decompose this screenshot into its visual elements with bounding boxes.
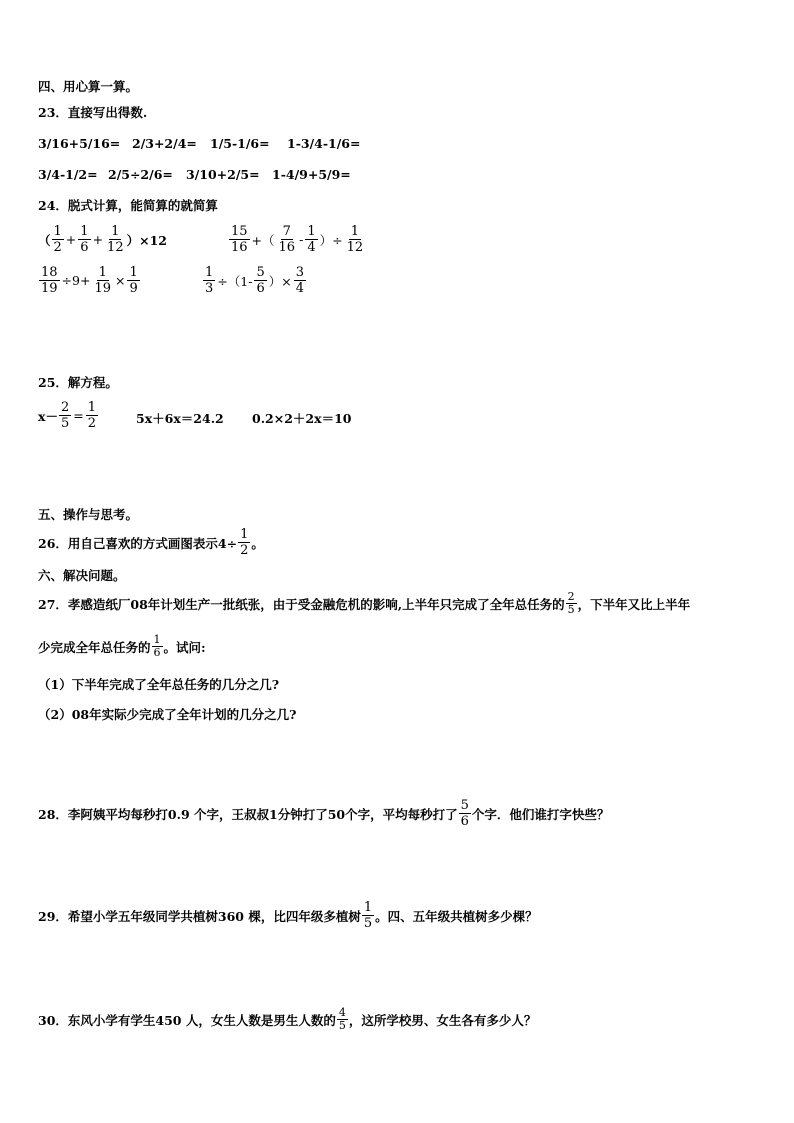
q29-line bbox=[38, 900, 538, 931]
equation-lhs: x－ bbox=[38, 408, 58, 424]
q24-expression-2 bbox=[228, 224, 366, 255]
q23-item-7: 3/10+2/5= bbox=[186, 167, 260, 182]
q23-item-2: 2/3+2/4= bbox=[132, 136, 197, 151]
fraction: $\frac{1}{12}$ bbox=[346, 224, 364, 255]
q30-text: 30．东风小学有学生450 人，女生人数是男生人数的 bbox=[38, 1012, 336, 1028]
q27-text-2-end: 。试问: bbox=[163, 639, 206, 655]
q23-prompt: 23．直接写出得数. bbox=[38, 105, 148, 120]
q29-text: 29．希望小学五年级同学共植树360 棵，比四年级多植树 bbox=[38, 908, 361, 924]
close-paren-times: ）×12 bbox=[126, 232, 167, 248]
q24-prompt: 24．脱式计算，能简算的就简算 bbox=[38, 198, 218, 213]
q25-prompt: 25．解方程。 bbox=[38, 375, 118, 390]
fraction: $\frac{1}{19}$ bbox=[94, 265, 111, 296]
divide-plus: ÷9+ bbox=[61, 273, 91, 288]
q25-equation-2: 5x＋6x＝24.2 bbox=[136, 411, 224, 426]
q23-item-1: 3/16+5/16= bbox=[38, 136, 121, 151]
fraction: $\frac{1}{9}$ bbox=[129, 265, 138, 296]
q28-line bbox=[38, 798, 609, 829]
open-paren: （ bbox=[38, 232, 51, 248]
divide-paren: ÷（1- bbox=[217, 273, 253, 289]
plus-sign: + bbox=[92, 232, 104, 247]
section-6-title: 六、解决问题。 bbox=[38, 568, 126, 583]
q23-item-3: 1/5-1/6= bbox=[210, 136, 270, 151]
fraction: $\frac{7}{16}$ bbox=[278, 224, 296, 255]
q26-end: 。 bbox=[251, 535, 264, 551]
q27-text: 27．孝感造纸厂08年计划生产一批纸张，由于受金融危机的影响,上半年只完成了全年总任务的 bbox=[38, 596, 565, 612]
q26-text: 26．用自己喜欢的方式画图表示4÷ bbox=[38, 535, 238, 551]
q24-expression-1 bbox=[38, 224, 167, 255]
equals-sign: = bbox=[73, 408, 84, 423]
q30-line bbox=[38, 1007, 536, 1032]
fraction: $\frac{1}{2}$ bbox=[53, 224, 62, 255]
fraction: $\frac{1}{6}$ bbox=[153, 633, 161, 659]
fraction: $\frac{1}{4}$ bbox=[307, 224, 316, 255]
q29-end: 。四、五年级共植树多少棵？ bbox=[375, 908, 538, 924]
fraction: $\frac{1}{2}$ bbox=[87, 400, 96, 431]
fraction: $\frac{3}{4}$ bbox=[295, 265, 304, 296]
fraction: $\frac{4}{5}$ bbox=[338, 1006, 346, 1032]
fraction: $\frac{5}{6}$ bbox=[256, 265, 265, 296]
q23-item-4: 1-3/4-1/6= bbox=[287, 136, 361, 151]
q24-expression-4 bbox=[202, 265, 307, 296]
fraction: $\frac{15}{16}$ bbox=[231, 224, 248, 255]
plus-paren: +（ bbox=[251, 232, 275, 248]
fraction: $\frac{1}{5}$ bbox=[363, 900, 373, 931]
q23-item-6: 2/5÷2/6= bbox=[108, 167, 173, 182]
fraction: $\frac{1}{3}$ bbox=[205, 265, 214, 296]
q27-text-2: 少完成全年总任务的 bbox=[38, 639, 151, 655]
q30-end: ，这所学校男、女生各有多少人？ bbox=[348, 1012, 537, 1028]
section-4-title: 四、用心算一算。 bbox=[38, 79, 139, 94]
q27-subquestion-2: （2）08年实际少完成了全年计划的几分之几? bbox=[38, 707, 297, 722]
fraction: $\frac{18}{19}$ bbox=[41, 265, 58, 296]
fraction: $\frac{1}{6}$ bbox=[80, 224, 89, 255]
q27-line-2 bbox=[38, 634, 206, 659]
minus-sign: - bbox=[299, 232, 304, 247]
q28-text: 28．李阿姨平均每秒打0.9 个字，王叔叔1分钟打了50个字，平均每秒打了 bbox=[38, 806, 458, 822]
q27-subquestion-1: （1）下半年完成了全年总任务的几分之几? bbox=[38, 677, 280, 692]
section-5-title: 五、操作与思考。 bbox=[38, 507, 139, 522]
fraction: $\frac{1}{12}$ bbox=[107, 224, 124, 255]
plus-sign: + bbox=[65, 232, 77, 247]
q23-item-5: 3/4-1/2= bbox=[38, 167, 98, 182]
fraction: $\frac{1}{2}$ bbox=[240, 527, 249, 558]
q25-equation-1 bbox=[38, 400, 99, 431]
close-paren-times: ）× bbox=[268, 273, 292, 289]
fraction: $\frac{2}{5}$ bbox=[60, 400, 70, 431]
fraction: $\frac{2}{5}$ bbox=[567, 590, 575, 616]
close-paren-divide: ）÷ bbox=[319, 232, 343, 248]
q27-text-cont: ，下半年又比上半年 bbox=[577, 596, 691, 612]
q23-item-8: 1-4/9+5/9= bbox=[272, 167, 351, 182]
q25-equation-3: 0.2×2＋2x＝10 bbox=[252, 411, 352, 426]
q27-line-1 bbox=[38, 591, 690, 616]
q26-line bbox=[38, 527, 264, 558]
q24-expression-3 bbox=[38, 265, 141, 296]
q28-end: 个字．他们谁打字快些？ bbox=[471, 806, 610, 822]
fraction: $\frac{5}{6}$ bbox=[460, 798, 469, 829]
times-sign: × bbox=[115, 273, 126, 288]
